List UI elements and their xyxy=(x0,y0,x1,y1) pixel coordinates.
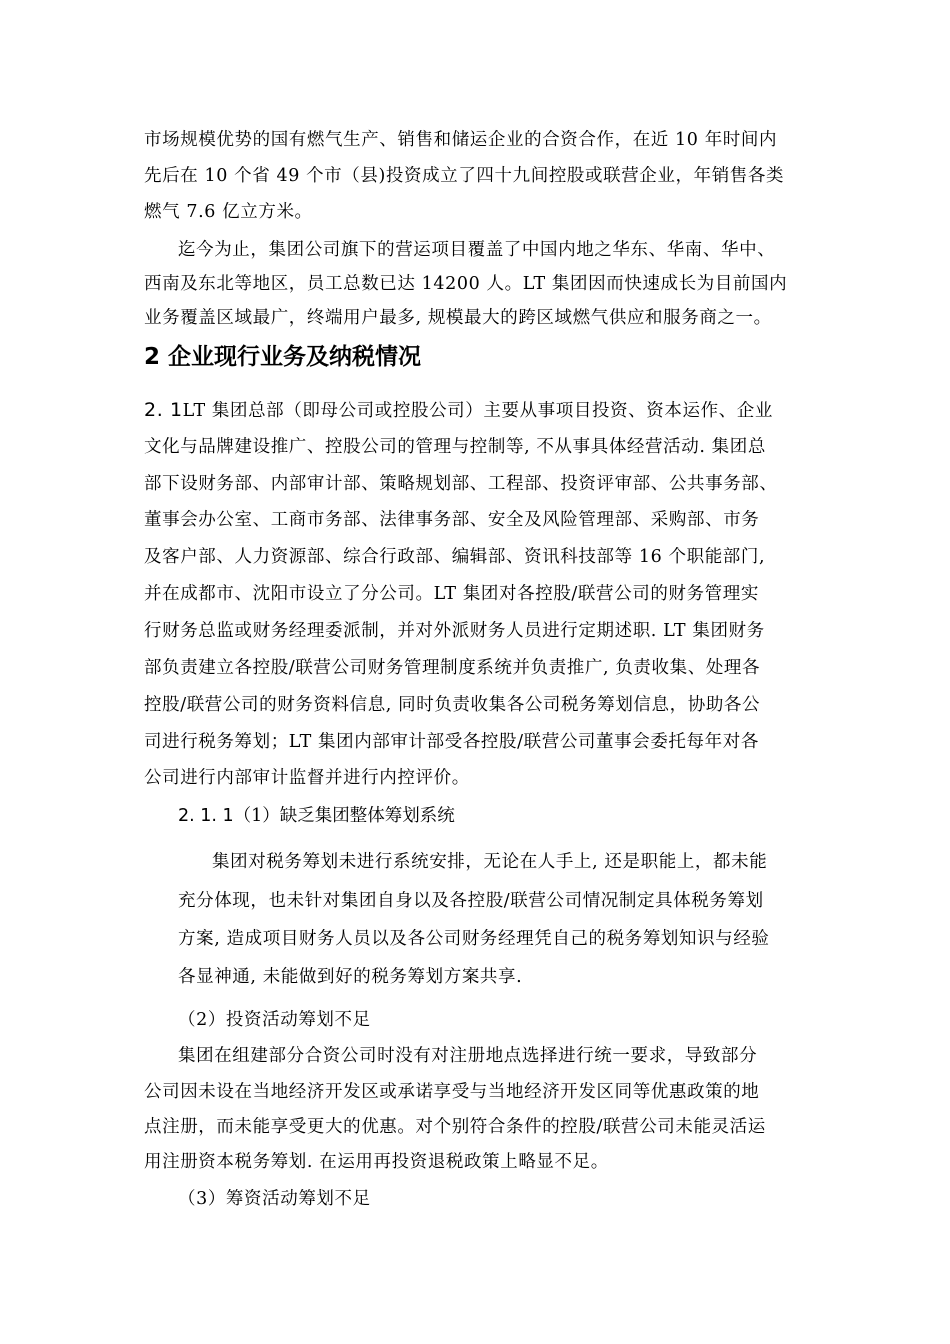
text-line: 控股/联营公司的财务资料信息, 同时负责收集各公司税务筹划信息，协助各公 xyxy=(144,695,761,715)
text-line: 公司进行内部审计监督并进行内控评价。 xyxy=(144,768,470,788)
section-number: 2. 1 xyxy=(144,399,183,421)
text-line: 并在成都市、沈阳市设立了分公司。LT 集团对各控股/联营公司的财务管理实 xyxy=(144,584,759,604)
text-line: 集团对税务筹划未进行系统安排，无论在人手上, 还是职能上，都未能 xyxy=(212,852,768,872)
text-line: 方案, 造成项目财务人员以及各公司财务经理凭自己的税务筹划知识与经验 xyxy=(178,929,770,949)
text-line: 市场规模优势的国有燃气生产、销售和储运企业的合资合作，在近 10 年时间内 xyxy=(144,130,778,150)
text-line: 文化与品牌建设推广、控股公司的管理与控制等, 不从事具体经营活动. 集团总 xyxy=(144,437,766,457)
text-line: 充分体现，也未针对集团自身以及各控股/联营公司情况制定具体税务筹划 xyxy=(178,891,764,911)
text-line: 集团在组建部分合资公司时没有对注册地点选择进行统一要求，导致部分 xyxy=(178,1046,758,1066)
text-line: 西南及东北等地区，员工总数已达 14200 人。LT 集团因而快速成长为目前国内 xyxy=(144,274,788,294)
subsection-heading xyxy=(178,804,455,828)
text-line xyxy=(144,398,773,423)
text-line: 迄今为止，集团公司旗下的营运项目覆盖了中国内地之华东、华南、华中、 xyxy=(178,240,776,260)
text-line: 及客户部、人力资源部、综合行政部、编辑部、资讯科技部等 16 个职能部门, xyxy=(144,547,766,567)
text-line: 部负责建立各控股/联营公司财务管理制度系统并负责推广, 负责收集、处理各 xyxy=(144,658,761,678)
text-line: 先后在 10 个省 49 个市（县)投资成立了四十九间控股或联营企业，年销售各类 xyxy=(144,166,785,186)
section-first-line: LT 集团总部（即母公司或控股公司）主要从事项目投资、资本运作、企业 xyxy=(182,401,773,421)
section-heading: 2 企业现行业务及纳税情况 xyxy=(144,344,422,370)
issue-3-title: （3）筹资活动筹划不足 xyxy=(178,1189,371,1209)
text-line: 燃气 7.6 亿立方米。 xyxy=(144,202,313,222)
text-line: 行财务总监或财务经理委派制，并对外派财务人员进行定期述职. LT 集团财务 xyxy=(144,621,765,641)
text-line: 各显神通, 未能做到好的税务筹划方案共享. xyxy=(178,967,523,987)
text-line: 董事会办公室、工商市务部、法律事务部、安全及风险管理部、采购部、市务 xyxy=(144,510,760,530)
issue-2-title: （2）投资活动筹划不足 xyxy=(178,1010,371,1030)
text-line: 点注册，而未能享受更大的优惠。对个别符合条件的控股/联营公司未能灵活运 xyxy=(144,1117,766,1137)
subsection-title: （1）缺乏集团整体筹划系统 xyxy=(233,806,455,826)
text-line: 部下设财务部、内部审计部、策略规划部、工程部、投资评审部、公共事务部、 xyxy=(144,474,778,494)
text-line: 业务覆盖区域最广，终端用户最多, 规模最大的跨区域燃气供应和服务商之一。 xyxy=(144,308,772,328)
text-line: 公司因未设在当地经济开发区或承诺享受与当地经济开发区同等优惠政策的地 xyxy=(144,1082,760,1102)
text-line: 用注册资本税务筹划. 在运用再投资退税政策上略显不足。 xyxy=(144,1152,609,1172)
text-line: 司进行税务筹划；LT 集团内部审计部受各控股/联营公司董事会委托每年对各 xyxy=(144,732,759,752)
subsection-number: 2. 1. 1 xyxy=(178,806,234,826)
